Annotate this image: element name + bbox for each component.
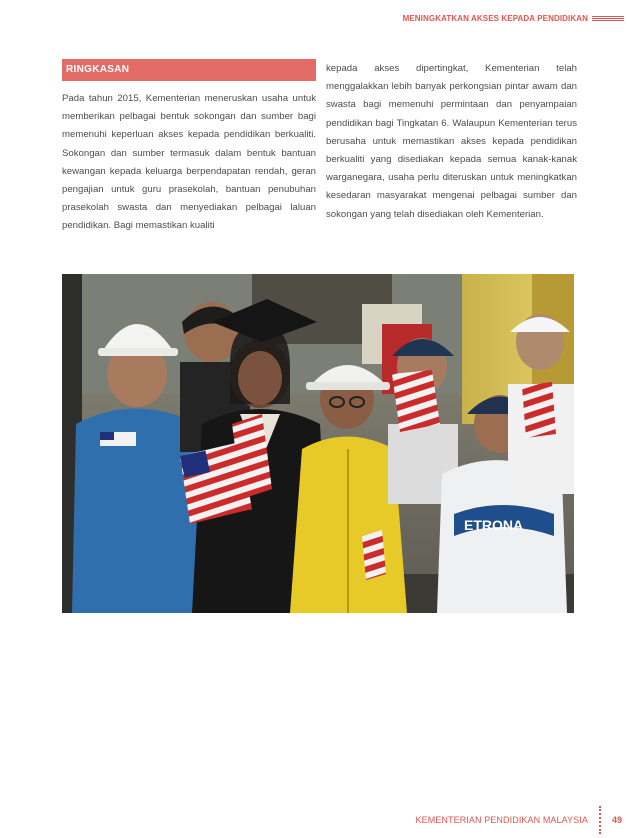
page-footer bbox=[416, 806, 623, 834]
summary-left-column bbox=[62, 59, 316, 236]
children-costume-photo bbox=[62, 274, 574, 613]
page-number: 49 bbox=[611, 815, 622, 825]
footer-ministry: KEMENTERIAN PENDIDIKAN MALAYSIA bbox=[415, 815, 588, 825]
header-rule bbox=[592, 15, 624, 22]
summary-right-column bbox=[326, 60, 577, 224]
running-header bbox=[403, 14, 624, 23]
summary-text-left: Pada tahun 2015, Kementerian meneruskan usaha untuk memberikan pelbagai bentuk sokongan dan sumber bagi memenuhi keperluan akses kepada pendidikan berkualiti. Sokongan dan sumber termasuk dalam bentuk bantuan kewangan kepada keluarga berpendapatan rendah, geran pengajian untuk guru prasekolah, bantuan penubuhan prasekolah swasta dan menyediakan pelbagai laluan pendidikan. Bagi memastikan kualiti bbox=[62, 93, 316, 232]
summary-text-right: kepada akses dipertingkat, Kementerian telah menggalakkan lebih banyak perkongsian pintar awam dan swasta bagi memenuhi permintaan dan penyampaian pendidikan bagi Tingkatan 6. Walaupun Kementerian terus berusaha untuk memastikan akses kepada pendidikan berkualiti yang disediakan kepada semua kanak-kanak warganegara, usaha perlu diteruskan untuk meningkatkan kesedaran masyarakat mengenai pelbagai sumber dan sokongan yang telah disediakan oleh Kementerian. bbox=[326, 63, 577, 220]
section-title: MENINGKATKAN AKSES KEPADA PENDIDIKAN bbox=[402, 14, 588, 23]
shirt-text: ETRONA bbox=[464, 517, 524, 533]
summary-heading: RINGKASAN bbox=[62, 59, 316, 81]
photo-illustration bbox=[62, 274, 574, 613]
footer-divider bbox=[599, 806, 601, 834]
